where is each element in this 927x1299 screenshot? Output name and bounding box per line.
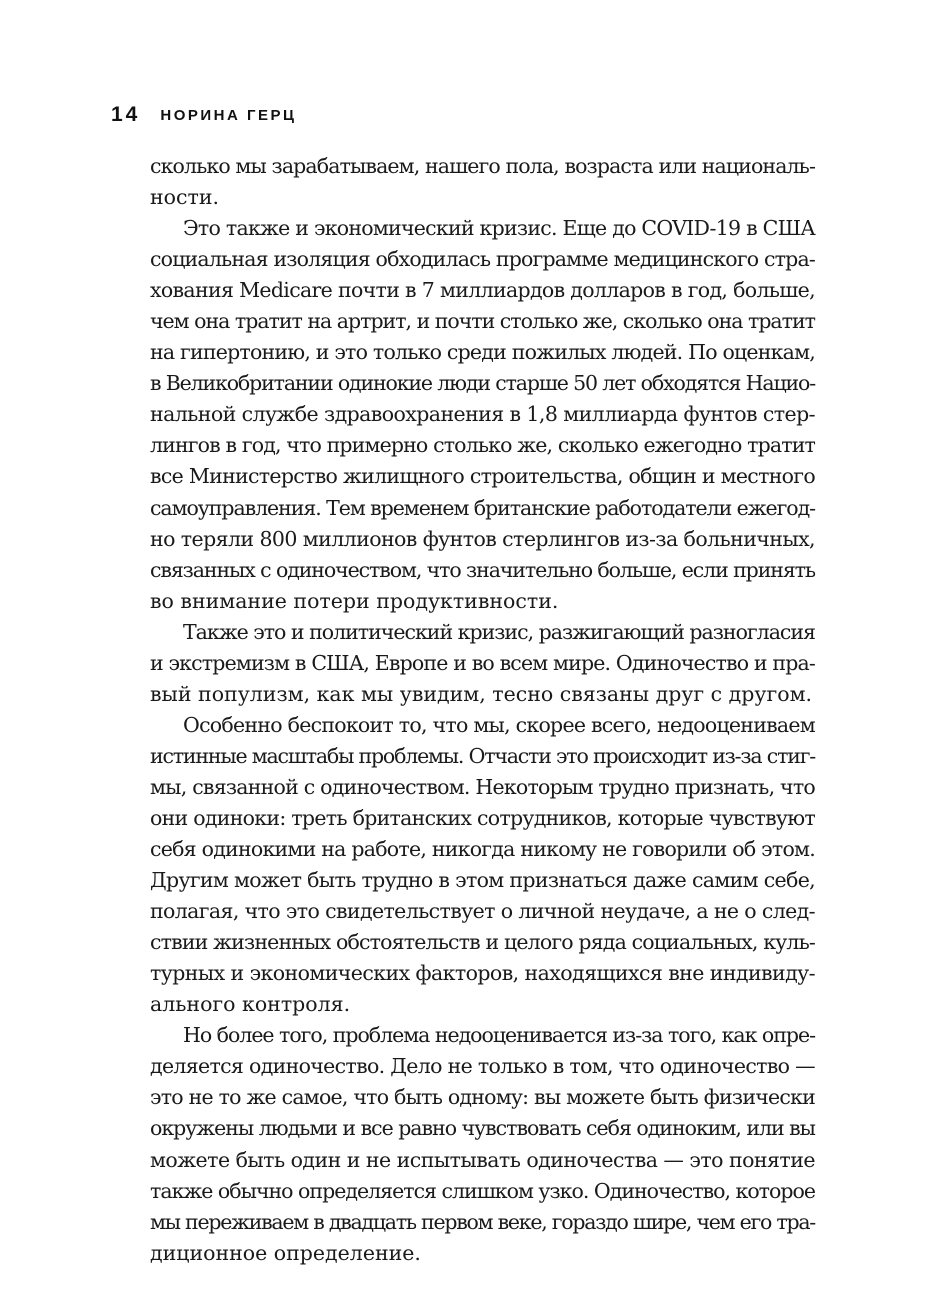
- text-line: окружены людьми и все равно чувствовать себя одиноким, или вы: [150, 1116, 815, 1141]
- text-line: мы переживаем в двадцать первом веке, гораздо шире, чем его тра-: [150, 1209, 815, 1234]
- text-line: во внимание потери продуктивности.: [150, 588, 559, 613]
- text-line: Но более того, проблема недооценивается из-за того, как опре-: [183, 1023, 815, 1048]
- text-line: и экстремизм в США, Европе и во всем мире. Одиночество и пра-: [150, 650, 815, 675]
- text-line: хования Medicare почти в 7 миллиардов долларов в год, больше,: [150, 278, 815, 303]
- text-line: сколько мы зарабатываем, нашего пола, возраста или националь-: [150, 154, 815, 178]
- text-line: мы, связанной с одиночеством. Некоторым трудно признать, что: [150, 774, 815, 799]
- author-name: НОРИНА ГЕРЦ: [160, 106, 297, 124]
- text-line: нальной службе здравоохранения в 1,8 миллиарда фунтов стер-: [150, 402, 815, 427]
- text-line: полагая, что это свидетельствует о личной неудаче, а не о след-: [150, 899, 815, 924]
- text-line: на гипертонию, и это только среди пожилых людей. По оценкам,: [150, 340, 815, 365]
- text-line: Также это и политический кризис, разжигающий разногласия: [183, 619, 815, 644]
- paragraph: [150, 617, 815, 710]
- text-line: все Министерство жилищного строительства, общин и местного: [150, 464, 815, 489]
- page-number: 14: [111, 103, 141, 126]
- text-line: связанных с одиночеством, что значительно больше, если принять: [150, 557, 815, 582]
- text-line: диционное определение.: [150, 1240, 421, 1265]
- text-line: также обычно определяется слишком узко. Одиночество, которое: [150, 1178, 815, 1203]
- text-line: деляется одиночество. Дело не только в том, что одиночество —: [150, 1054, 815, 1079]
- text-line: можете быть один и не испытывать одиночества — это понятие: [150, 1147, 815, 1172]
- text-line: Другим может быть трудно в этом признаться даже самим себе,: [150, 868, 815, 893]
- running-header: [111, 100, 296, 130]
- text-line: социальная изоляция обходилась программе медицинского стра-: [150, 247, 815, 272]
- text-line: ального контроля.: [150, 992, 351, 1017]
- body-text: [150, 151, 815, 1269]
- text-line: себя одинокими на работе, никогда никому не говорили об этом.: [150, 837, 815, 862]
- paragraph: [150, 151, 815, 213]
- text-line: это не то же самое, что быть одному: вы можете быть физически: [150, 1085, 815, 1110]
- text-line: Особенно беспокоит то, что мы, скорее всего, недооцениваем: [183, 712, 815, 737]
- text-line: в Великобритании одинокие люди старше 50 лет обходятся Нацио-: [150, 371, 815, 396]
- paragraph: [150, 213, 815, 617]
- text-line: они одиноки: треть британских сотрудников, которые чувствуют: [150, 805, 815, 830]
- text-line: истинные масштабы проблемы. Отчасти это происходит из-за стиг-: [150, 743, 815, 768]
- text-line: Это также и экономический кризис. Еще до COVID-19 в США: [183, 216, 815, 241]
- paragraph: [150, 1020, 815, 1268]
- text-line: ности.: [150, 185, 220, 210]
- text-line: турных и экономических факторов, находящихся вне индивиду-: [150, 961, 815, 986]
- text-line: но теряли 800 миллионов фунтов стерлингов из-за больничных,: [150, 526, 815, 551]
- text-line: самоуправления. Тем временем британские работодатели ежегод-: [150, 495, 816, 520]
- text-line: ствии жизненных обстоятельств и целого ряда социальных, куль-: [150, 930, 815, 955]
- paragraph: [150, 710, 815, 1020]
- text-line: вый популизм, как мы увидим, тесно связаны друг с другом.: [150, 681, 813, 706]
- text-line: лингов в год, что примерно столько же, сколько ежегодно тратит: [150, 433, 815, 458]
- text-line: чем она тратит на артрит, и почти столько же, сколько она тратит: [150, 309, 815, 334]
